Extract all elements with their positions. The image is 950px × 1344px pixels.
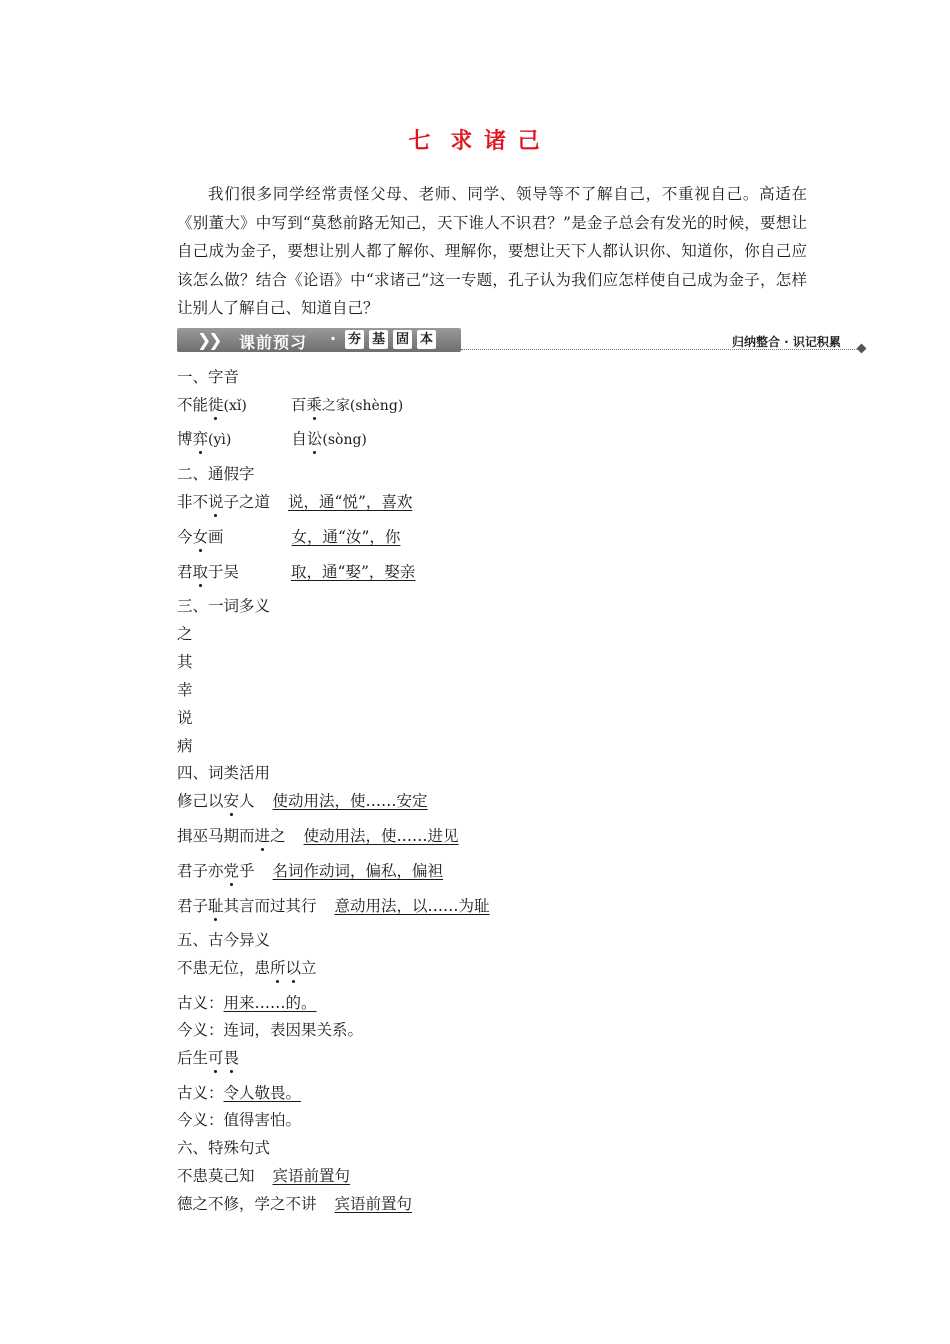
pron-item-3: 博弈(yì) [177,430,231,448]
banner-box-1: 夯 [345,330,364,349]
ancient-meaning-1: 古义：用来……的。 [177,994,317,1012]
intro-paragraph: 我们很多同学经常责怪父母、老师、同学、领导等不了解自己，不重视自己。高适在《别董大》中写到“莫愁前路无知己，天下谁人不识君？”是金子总会有发光的时候，要想让自己成为金子，要想让别人都了解你、理解你，要想让天下人都认识你、知道你，你自己应该怎么做？结合《论语》中“求诸己”这一专题，孔子认为我们应怎样使自己成为金子，怎样让别人了解自己、知道自己？ [177,185,807,317]
ancient-meaning-2: 古义：令人敬畏。 [177,1084,302,1102]
polysemy-word-3: 幸 [177,681,193,699]
pron-item-1: 不能徙(xǐ) [177,396,247,414]
section-banner [177,328,867,354]
section-heading-polysemy: 三、一词多义 [177,597,271,615]
polysemy-word-1: 之 [177,625,193,643]
loan-answer-2: 女，通“汝”，你 [291,528,401,546]
section-heading-ancient-modern: 五、古今异义 [177,931,271,949]
word-class-row-4: 君子耻其言而过其行 意动用法，以……为耻 [177,894,490,916]
banner-box-3: 固 [393,330,412,349]
loan-row-2: 今女画 女，通“汝”，你 [177,525,400,547]
word-class-answer-1: 使动用法，使……安定 [272,792,428,810]
modern-meaning-1: 今义：连词，表因果关系。 [177,1021,364,1039]
polysemy-word-2: 其 [177,653,193,671]
special-sentence-answer-1: 宾语前置句 [272,1167,351,1185]
polysemy-word-5: 病 [177,737,193,755]
ancient-modern-phrase-2: 后生可畏 [177,1046,239,1068]
chevron-arrows-icon: ❯❯ [197,331,220,351]
section-heading-loan-characters: 二、通假字 [177,465,255,483]
loan-answer-1: 说，通“悦”，喜欢 [288,493,413,511]
banner-box-2: 基 [369,330,388,349]
modern-meaning-2: 今义：值得害怕。 [177,1111,302,1129]
pron-item-4: 自讼(sòng) [291,430,367,448]
special-sentence-answer-2: 宾语前置句 [334,1195,413,1213]
polysemy-word-4: 说 [177,709,193,727]
loan-answer-3: 取，通“娶”，娶亲 [291,563,416,581]
special-sentence-row-2: 德之不修，学之不讲 宾语前置句 [177,1195,413,1213]
section-heading-pronunciation: 一、字音 [177,368,240,386]
pronunciation-row-2 [177,427,367,449]
word-class-answer-3: 名词作动词，偏私，偏袒 [272,862,444,880]
word-class-row-3: 君子亦党乎 名词作动词，偏私，偏袒 [177,859,443,881]
word-class-row-1: 修己以安人 使动用法，使……安定 [177,789,428,811]
ancient-modern-phrase-1: 不患无位，患所以立 [177,956,317,978]
pron-item-2: 百乘之家(shèng) [291,396,403,414]
lesson-title-text: 求 诸 己 [450,128,542,154]
word-class-answer-4: 意动用法，以……为耻 [334,897,490,915]
banner-title: 课前预习 [239,333,308,352]
lesson-number: 七 [408,128,433,154]
special-sentence-row-1: 不患莫己知 宾语前置句 [177,1167,351,1185]
pronunciation-row-1 [177,393,403,415]
diamond-icon [857,344,867,354]
section-heading-word-class: 四、词类活用 [177,764,271,782]
banner-box-4: 本 [417,330,436,349]
banner-right-text: 归纳整合 · 识记积累 [732,335,841,349]
loan-row-3: 君取于吴 取，通“娶”，娶亲 [177,560,415,582]
loan-row-1: 非不说子之道 说，通“悦”，喜欢 [177,490,412,512]
banner-dot: · [330,329,337,348]
word-class-answer-2: 使动用法，使……进见 [303,827,459,845]
word-class-row-2: 揖巫马期而进之 使动用法，使……进见 [177,824,459,846]
lesson-title [0,124,950,155]
section-heading-special-sentences: 六、特殊句式 [177,1139,271,1157]
